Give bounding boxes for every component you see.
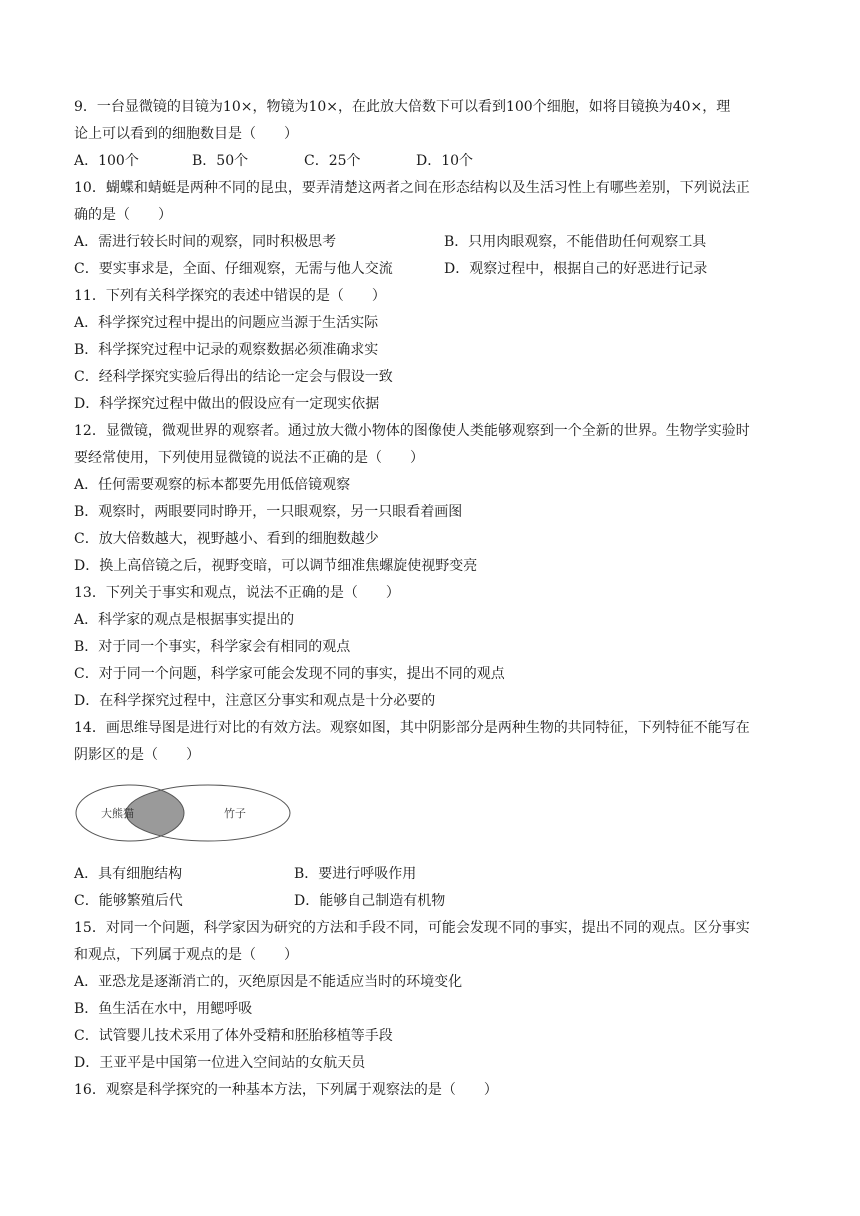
q14-option-b: B．要进行呼吸作用 (294, 866, 417, 882)
q15-option-b: B．鱼生活在水中，用鳃呼吸 (74, 1001, 253, 1017)
q16-stem-line1: 16．观察是科学探究的一种基本方法，下列属于观察法的是（ ） (74, 1082, 498, 1098)
q13-stem-line1: 13．下列关于事实和观点，说法不正确的是（ ） (74, 585, 400, 601)
q10-stem-line1: 10．蝴蝶和蜻蜓是两种不同的昆虫，要弄清楚这两者之间在形态结构以及生活习性上有哪些差别，下列说法正 (74, 180, 750, 196)
venn-diagram (74, 783, 294, 843)
q12-option-b: B．观察时，两眼要同时睁开，一只眼观察，另一只眼看着画图 (74, 504, 463, 520)
venn-left-label: 大熊猫 (101, 807, 134, 820)
q9-option-c: C．25个 (304, 153, 361, 169)
q10-option-a: A．需进行较长时间的观察，同时积极思考 (74, 234, 337, 250)
q9-option-d: D．10个 (416, 153, 474, 169)
q9-option-a: A．100个 (74, 153, 139, 169)
q11-stem-line1: 11．下列有关科学探究的表述中错误的是（ ） (74, 288, 386, 304)
q10-stem-line2: 确的是（ ） (74, 207, 172, 223)
q9-stem-line2: 论上可以看到的细胞数目是（ ） (74, 126, 298, 142)
q12-stem-line2: 要经常使用，下列使用显微镜的说法不正确的是（ ） (74, 450, 424, 466)
q15-option-a: A．亚恐龙是逐渐消亡的，灭绝原因是不能适应当时的环境变化 (74, 974, 463, 990)
venn-right-label: 竹子 (224, 807, 246, 820)
q13-option-a: A．科学家的观点是根据事实提出的 (74, 612, 295, 628)
q11-option-c: C．经科学探究实验后得出的结论一定会与假设一致 (74, 369, 393, 385)
q15-option-d: D．王亚平是中国第一位进入空间站的女航天员 (74, 1055, 366, 1071)
q12-option-d: D．换上高倍镜之后，视野变暗，可以调节细准焦螺旋使视野变亮 (74, 558, 478, 574)
q12-option-c: C．放大倍数越大，视野越小、看到的细胞数越少 (74, 531, 379, 547)
q9-stem-line1: 9．一台显微镜的目镜为10×，物镜为10×，在此放大倍数下可以看到100个细胞，如将目镜换为40×，理 (74, 99, 731, 115)
q9-option-b: B．50个 (192, 153, 249, 169)
q14-option-c: C．能够繁殖后代 (74, 893, 183, 909)
q14-stem-line1: 14．画思维导图是进行对比的有效方法。观察如图，其中阴影部分是两种生物的共同特征，下列特征不能写在 (74, 720, 750, 736)
q15-stem-line1: 15．对同一个问题，科学家因为研究的方法和手段不同，可能会发现不同的事实，提出不同的观点。区分事实 (74, 920, 750, 936)
q13-option-d: D．在科学探究过程中，注意区分事实和观点是十分必要的 (74, 693, 436, 709)
q11-option-b: B．科学探究过程中记录的观察数据必须准确求实 (74, 342, 379, 358)
q15-option-c: C．试管婴儿技术采用了体外受精和胚胎移植等手段 (74, 1028, 393, 1044)
q13-option-c: C．对于同一个问题，科学家可能会发现不同的事实，提出不同的观点 (74, 666, 505, 682)
q10-option-c: C．要实事求是，全面、仔细观察，无需与他人交流 (74, 261, 393, 277)
q12-option-a: A．任何需要观察的标本都要先用低倍镜观察 (74, 477, 351, 493)
q13-option-b: B．对于同一个事实，科学家会有相同的观点 (74, 639, 351, 655)
q11-option-d: D．科学探究过程中做出的假设应有一定现实依据 (74, 396, 380, 412)
q15-stem-line2: 和观点，下列属于观点的是（ ） (74, 947, 298, 963)
q11-option-a: A．科学探究过程中提出的问题应当源于生活实际 (74, 315, 379, 331)
q14-option-d: D．能够自己制造有机物 (294, 893, 446, 909)
q14-stem-line2: 阴影区的是（ ） (74, 747, 200, 763)
q14-option-a: A．具有细胞结构 (74, 866, 183, 882)
q12-stem-line1: 12．显微镜，微观世界的观察者。通过放大微小物体的图像使人类能够观察到一个全新的世界。生物学实验时 (74, 423, 750, 439)
q10-option-b: B．只用肉眼观察，不能借助任何观察工具 (444, 234, 707, 250)
q10-option-d: D．观察过程中，根据自己的好恶进行记录 (444, 261, 708, 277)
